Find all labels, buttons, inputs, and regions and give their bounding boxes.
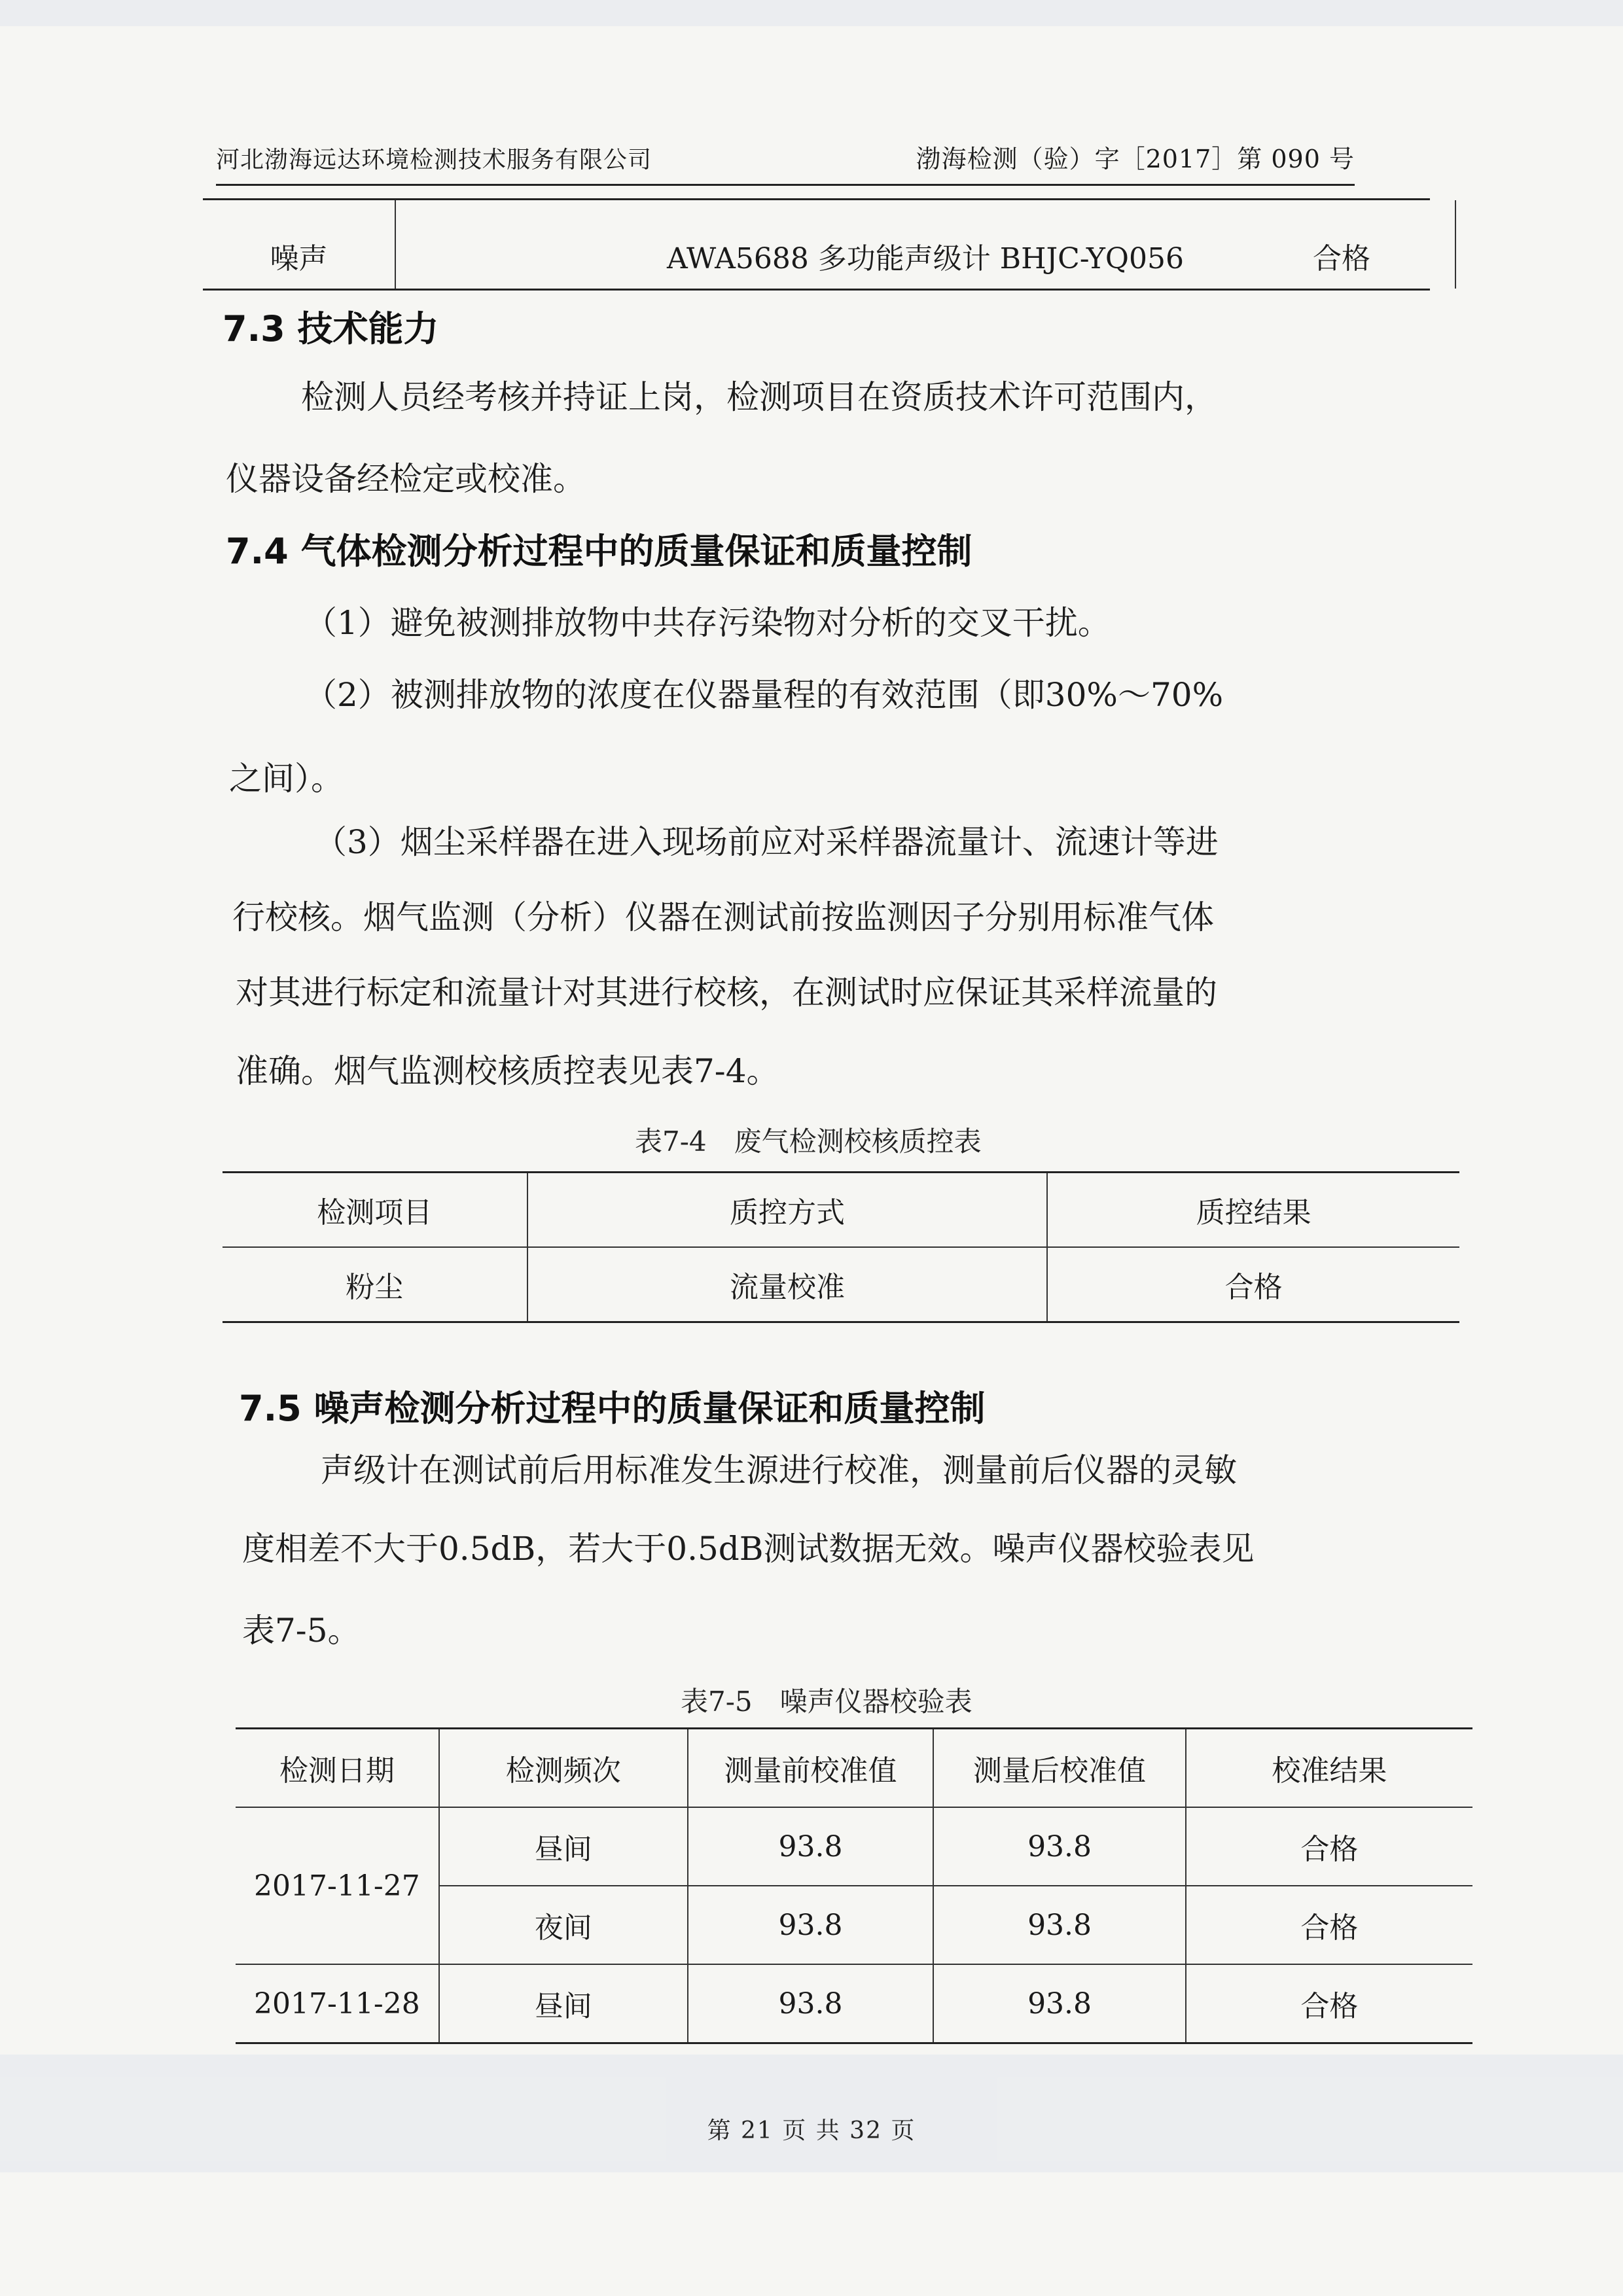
- table-cell: 合格: [1186, 1964, 1472, 2043]
- section-7-5-p1c: 表7-5。: [242, 1612, 361, 1650]
- section-7-5-p1a: 声级计在测试前后用标准发生源进行校准，测量前后仪器的灵敏: [321, 1451, 1237, 1489]
- table-7-4: [223, 1171, 1459, 1323]
- scan-artifact: [0, 0, 1623, 26]
- section-7-4-p3c: 对其进行标定和流量计对其进行校核，在测试时应保证其采样流量的: [236, 974, 1217, 1012]
- table-7-5-caption: 表7-5 噪声仪器校验表: [681, 1686, 972, 1718]
- section-7-4-p3d: 准确。烟气监测校核质控表见表7-4。: [236, 1052, 779, 1090]
- section-7-4-p3b: 行校核。烟气监测（分析）仪器在测试前按监测因子分别用标准气体: [232, 898, 1214, 936]
- table-row: [223, 1247, 1459, 1322]
- table-cell: 93.8: [688, 1807, 934, 1886]
- table-header-row: [236, 1729, 1472, 1808]
- section-7-4-title: 7.4 气体检测分析过程中的质量保证和质量控制: [226, 531, 972, 572]
- table-row: [236, 1807, 1472, 1886]
- table-header-cell: 质控方式: [527, 1173, 1048, 1248]
- section-7-4-p2a: （2）被测排放物的浓度在仪器量程的有效范围（即30%～70%: [304, 676, 1224, 714]
- table-header-cell: 测量前校准值: [688, 1729, 934, 1808]
- table-header-cell: 测量后校准值: [933, 1729, 1186, 1808]
- table-cell-date: 2017-11-28: [236, 1964, 439, 2043]
- company-name: 河北渤海远达环境检测技术服务有限公司: [216, 147, 652, 173]
- table-cell: 合格: [1186, 1886, 1472, 1964]
- table-7-4-caption: 表7-4 废气检测校核质控表: [635, 1125, 982, 1157]
- section-7-5-p1b: 度相差不大于0.5dB，若大于0.5dB测试数据无效。噪声仪器校验表见: [242, 1530, 1255, 1568]
- table-7-5: [236, 1727, 1472, 2044]
- instrument-name-cell: AWA5688 多功能声级计 BHJC-YQ056: [396, 200, 1456, 289]
- table-cell: 93.8: [933, 1807, 1186, 1886]
- page-number: 第 21 页 共 32 页: [707, 2117, 916, 2144]
- table-row: [236, 1964, 1472, 2043]
- table-header-cell: 检测频次: [439, 1729, 688, 1808]
- table-cell: 昼间: [439, 1964, 688, 2043]
- instrument-item-cell: 噪声: [203, 200, 396, 289]
- table-cell: 93.8: [933, 1964, 1186, 2043]
- section-7-4-p2b: 之间）。: [229, 760, 344, 798]
- table-cell: 93.8: [933, 1886, 1186, 1964]
- section-7-3-line1: 检测人员经考核并持证上岗，检测项目在资质技术许可范围内，: [301, 378, 1217, 416]
- table-cell: 93.8: [688, 1964, 934, 2043]
- section-7-5-title: 7.5 噪声检测分析过程中的质量保证和质量控制: [239, 1388, 986, 1429]
- table-cell: 流量校准: [527, 1247, 1048, 1322]
- table-cell: 合格: [1047, 1247, 1459, 1322]
- section-7-3-line2: 仪器设备经检定或校准。: [226, 460, 586, 498]
- table-header-row: [223, 1173, 1459, 1248]
- table-cell: 夜间: [439, 1886, 688, 1964]
- section-7-3-title: 7.3 技术能力: [223, 308, 439, 349]
- page-header: [216, 141, 1355, 180]
- section-7-4-p1: （1）避免被测排放物中共存污染物对分析的交叉干扰。: [304, 604, 1111, 642]
- header-rule: [216, 184, 1355, 186]
- table-header-cell: 校准结果: [1186, 1729, 1472, 1808]
- table-cell: 合格: [1186, 1807, 1472, 1886]
- instrument-result-cell: 合格: [1313, 242, 1370, 275]
- table-cell-date: 2017-11-27: [236, 1807, 439, 1964]
- table-cell: 93.8: [688, 1886, 934, 1964]
- document-number: 渤海检测（验）字［2017］第 090 号: [916, 145, 1355, 173]
- table-header-cell: 质控结果: [1047, 1173, 1459, 1248]
- section-7-4-p3a: （3）烟尘采样器在进入现场前应对采样器流量计、流速计等进: [314, 823, 1219, 861]
- instrument-row: [203, 200, 1430, 291]
- table-cell: 昼间: [439, 1807, 688, 1886]
- table-cell: 粉尘: [223, 1247, 527, 1322]
- table-header-cell: 检测项目: [223, 1173, 527, 1248]
- table-header-cell: 检测日期: [236, 1729, 439, 1808]
